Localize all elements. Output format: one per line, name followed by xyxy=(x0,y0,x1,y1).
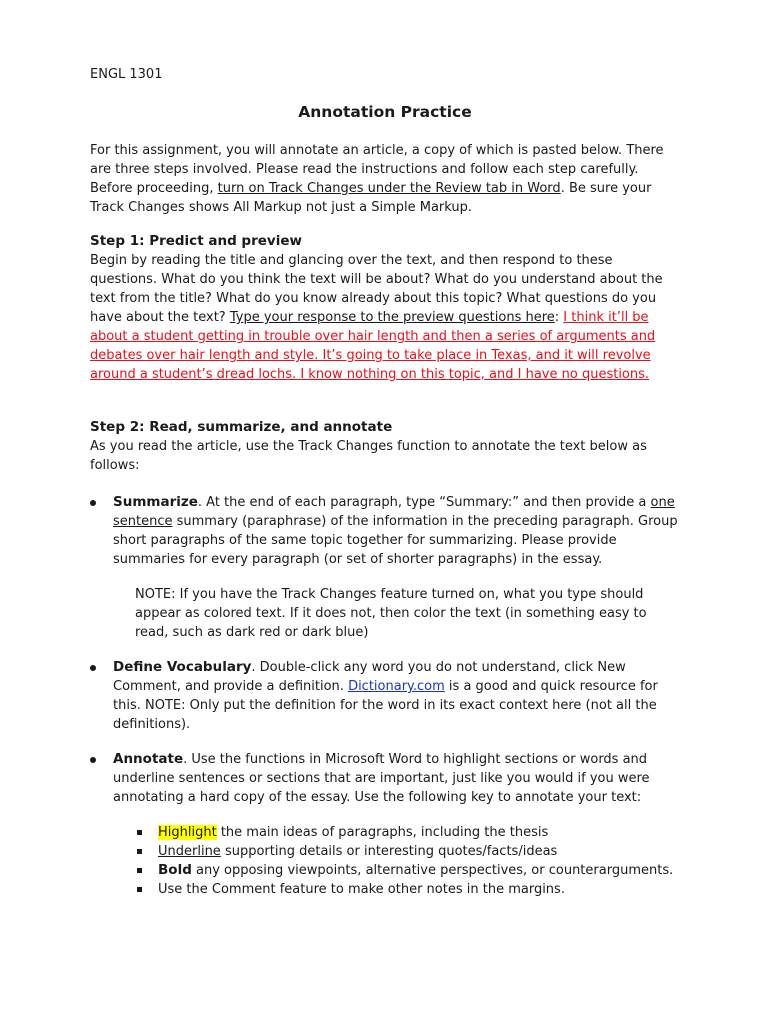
instruction-list-2 xyxy=(90,658,680,807)
course-code: ENGL 1301 xyxy=(90,67,163,82)
annotation-key-list xyxy=(90,823,680,899)
key-text: supporting details or interesting quotes/facts/ideas xyxy=(220,844,558,859)
step1-prompt-colon: : xyxy=(554,310,564,325)
key-item-underline xyxy=(134,842,680,861)
one-sentence-underline: one sentence xyxy=(113,495,675,529)
list-item-summarize xyxy=(90,493,680,569)
bullet-icon xyxy=(90,757,96,763)
vocabulary-text-end: is a good and quick resource for this. NOTE: Only put the definition for the word in its exact context here (not all the definitions). xyxy=(113,679,658,732)
bullet-icon xyxy=(90,500,96,506)
key-item-comment xyxy=(134,880,680,899)
highlight-word: Highlight xyxy=(158,825,217,840)
vocabulary-term: Define Vocabulary xyxy=(113,659,252,675)
list-item-annotate xyxy=(90,750,680,807)
step2-heading: Step 2: Read, summarize, and annotate xyxy=(90,419,393,435)
step2-intro: As you read the article, use the Track Changes function to annotate the text below as follows: xyxy=(90,439,647,473)
step1-text: Begin by reading the title and glancing over the text, and then respond to these questions. What do you think the text will be about? What do you understand about the text from the title? What do you know already about this topic? What questions do you have about the text? xyxy=(90,253,663,325)
intro-paragraph xyxy=(90,141,680,217)
track-changes-note: NOTE: If you have the Track Changes feature turned on, what you type should appear as colored text. If it does not, then color the text (in something easy to read, such as dark red or dark blue) xyxy=(135,587,647,640)
student-response[interactable]: I think it’ll be about a student getting in trouble over hair length and then a series of arguments and debates over hair length and style. It’s going to take place in Texas, and it will revolve around a student’s dread lochs. I know nothing on this topic, and I have no questions. xyxy=(90,310,656,382)
key-text: the main ideas of paragraphs, including the thesis xyxy=(216,825,549,840)
intro-text-end: . Be sure your Track Changes shows All Markup not just a Simple Markup. xyxy=(90,181,652,215)
track-changes-instruction: turn on Track Changes under the Review tab in Word xyxy=(217,181,561,196)
annotate-term: Annotate xyxy=(113,751,184,767)
vocabulary-text: . Double-click any word you do not understand, click New Comment, and provide a definition. xyxy=(113,660,626,694)
document-title: Annotation Practice xyxy=(298,103,472,121)
square-bullet-icon xyxy=(137,849,142,854)
key-text: Use the Comment feature to make other notes in the margins. xyxy=(158,882,565,897)
summarize-text: . At the end of each paragraph, type “Summary:” and then provide a xyxy=(197,495,651,510)
bullet-icon xyxy=(90,665,96,671)
key-item-bold xyxy=(134,861,680,880)
underline-word: Underline xyxy=(158,844,221,859)
instruction-list xyxy=(90,493,680,569)
step1-paragraph xyxy=(90,251,680,384)
step1-prompt: Type your response to the preview questions here xyxy=(229,310,555,325)
dictionary-link[interactable]: Dictionary.com xyxy=(348,679,445,694)
summarize-text-end: summary (paraphrase) of the information in the preceding paragraph. Group short paragraphs of the same topic together for summarizing. Please provide summaries for every paragraph (or set of shorter paragraphs) in the essay. xyxy=(113,514,678,567)
square-bullet-icon xyxy=(137,887,142,892)
list-item-vocabulary xyxy=(90,658,680,734)
key-item-highlight xyxy=(134,823,680,842)
square-bullet-icon xyxy=(137,868,142,873)
bold-word: Bold xyxy=(158,862,192,878)
summarize-term: Summarize xyxy=(113,494,198,510)
intro-text: For this assignment, you will annotate an article, a copy of which is pasted below. There are three steps involved. Please read the instructions and follow each step carefully. Before proceeding, xyxy=(90,143,664,196)
key-text: any opposing viewpoints, alternative perspectives, or counterarguments. xyxy=(191,863,674,878)
step1-heading: Step 1: Predict and preview xyxy=(90,233,302,249)
annotate-text: . Use the functions in Microsoft Word to highlight sections or words and underline sentences or sections that are important, just like you would if you were annotating a hard copy of the essay. Use the following key to annotate your text: xyxy=(113,752,650,805)
square-bullet-icon xyxy=(137,830,142,835)
